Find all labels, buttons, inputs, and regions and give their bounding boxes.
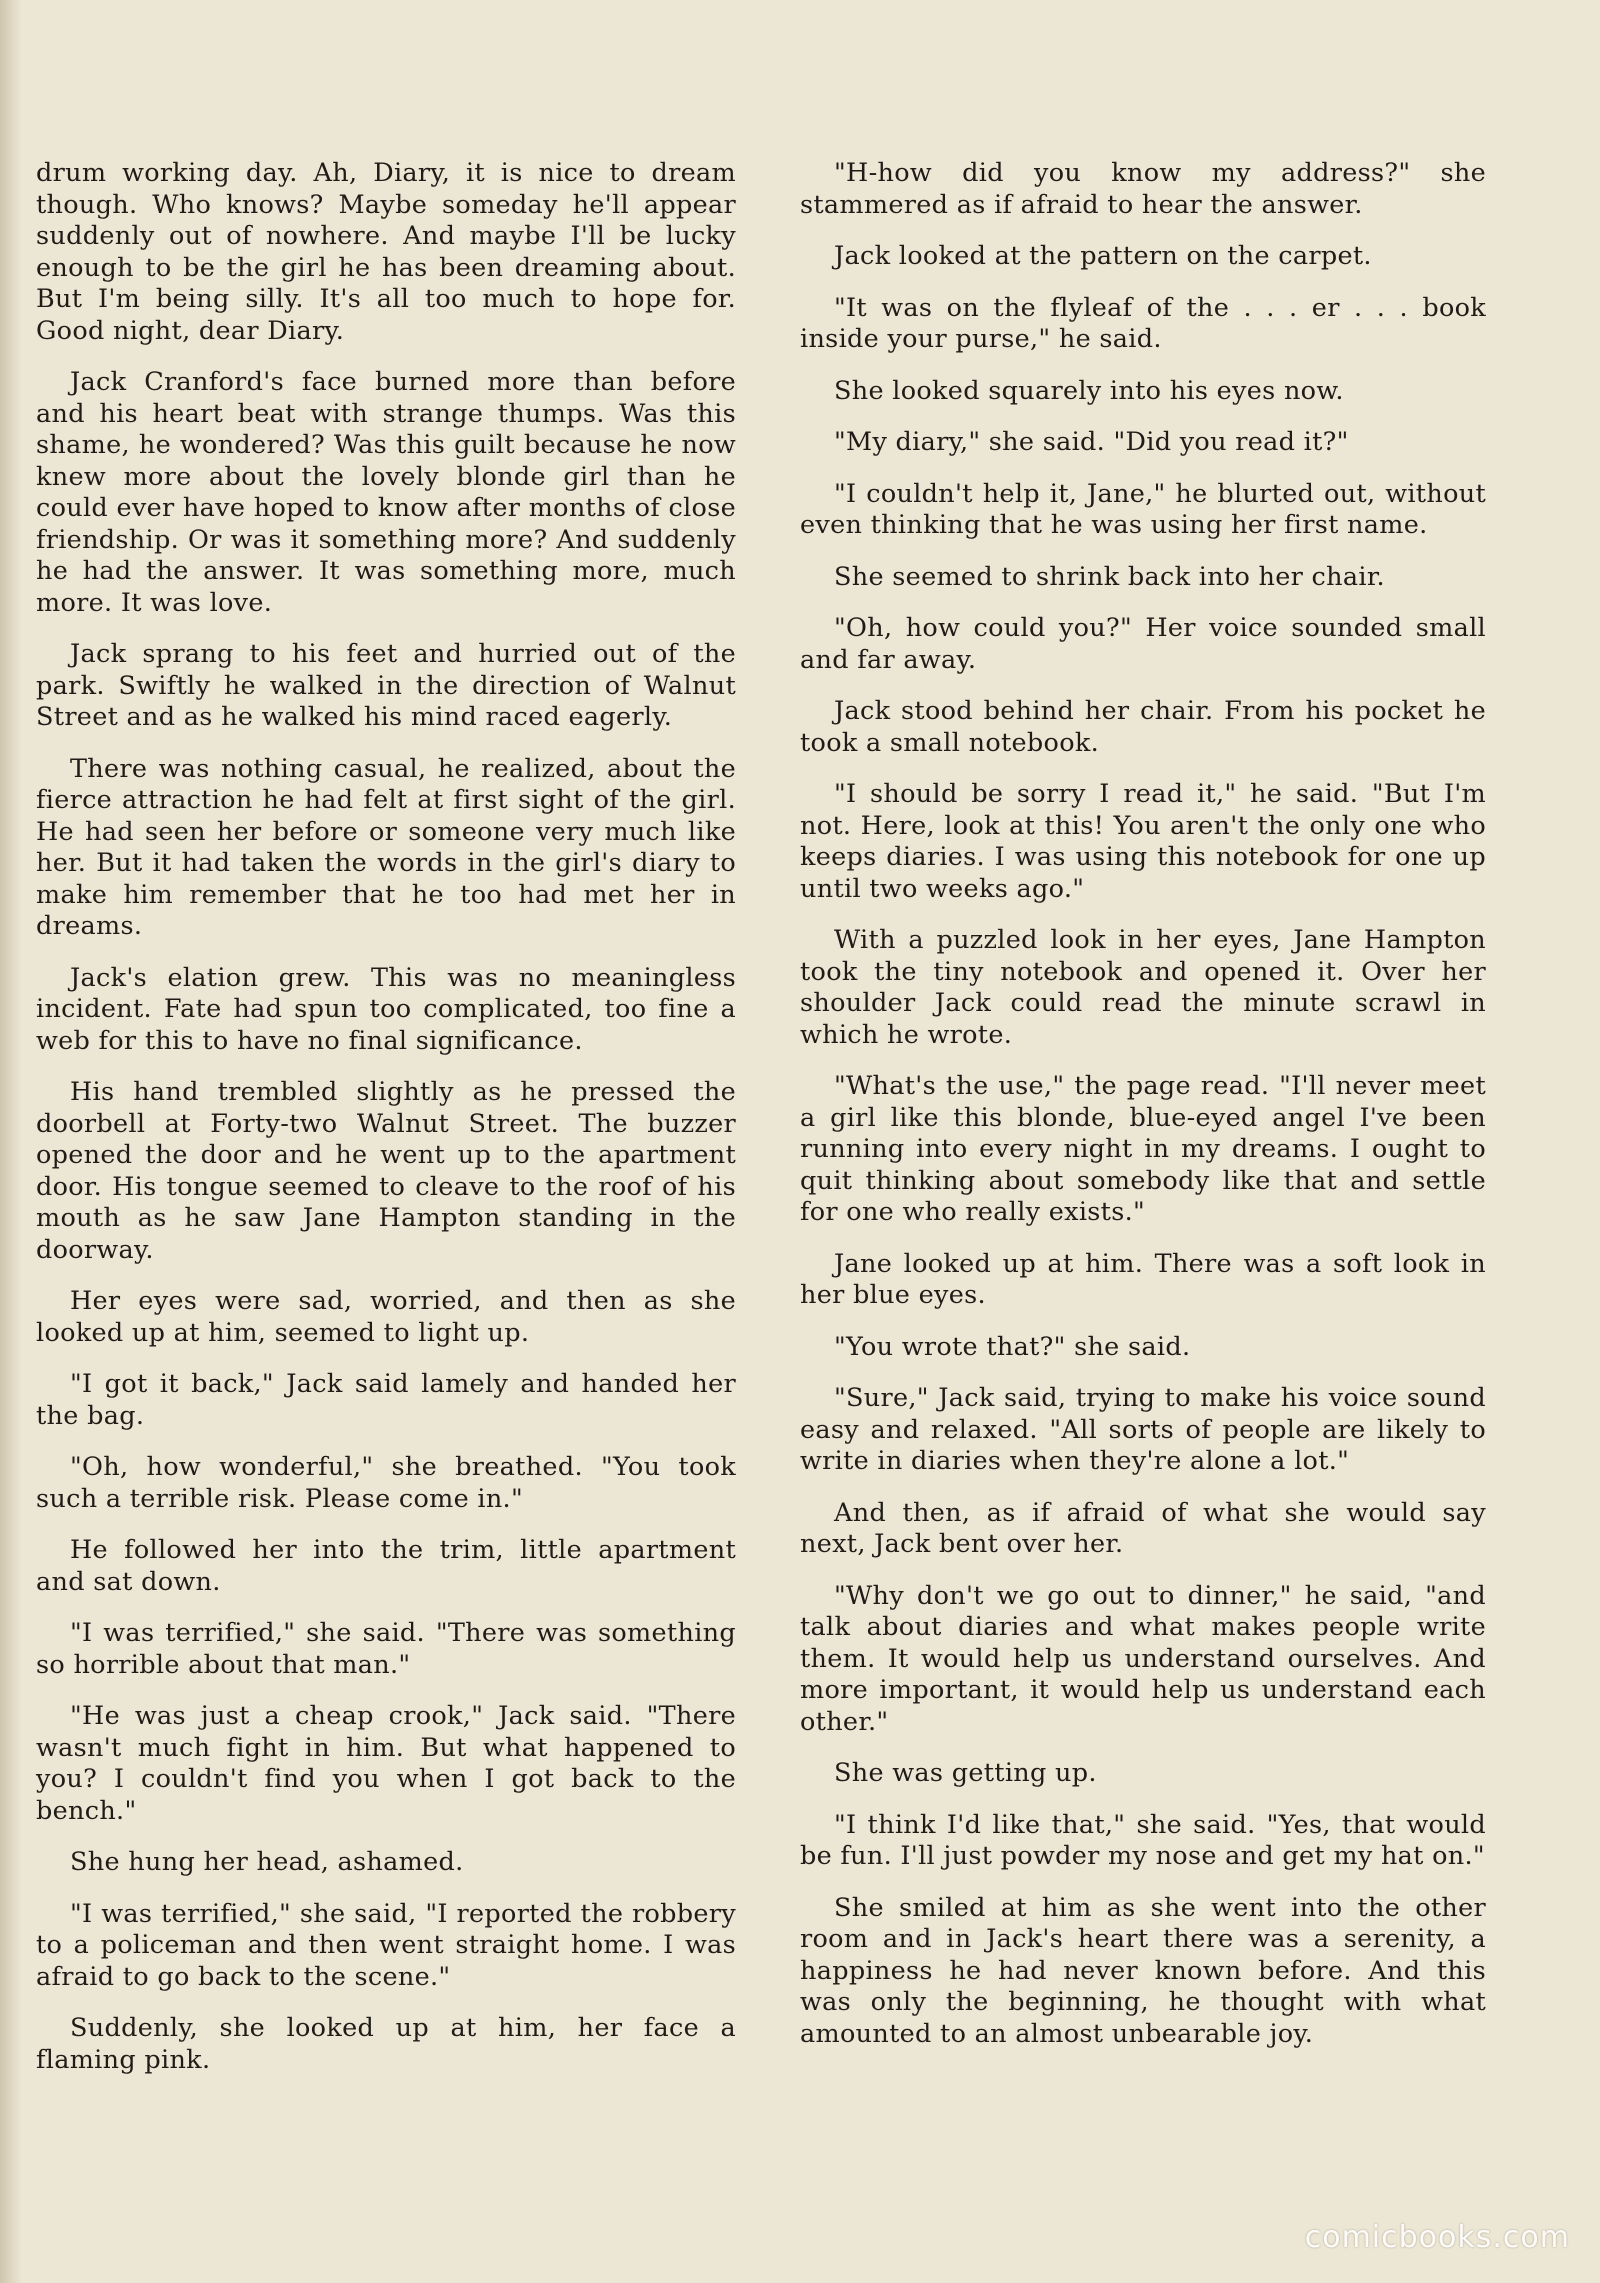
paragraph: Suddenly, she looked up at him, her face a flaming pink. (36, 2013, 736, 2075)
paragraph: Jack's elation grew. This was no meaningless incident. Fate had spun too complicated, too fine a web for this to have no final significance. (36, 962, 736, 1056)
paragraph: Jack looked at the pattern on the carpet. (834, 241, 1372, 271)
paragraph: "H-how did you know my address?" she stammered as if afraid to hear the answer. (800, 158, 1486, 220)
paragraph: Jack Cranford's face burned more than before and his heart beat with strange thumps. Was this shame, he wondered? Was this guilt because he now knew more about the lovely blonde girl than he could ever have hoped to know after months of close friendship. Or was it something more? And suddenly he had the answer. It was something more, much more. It was love. (36, 367, 736, 618)
paragraph: Jane looked up at him. There was a soft look in her blue eyes. (800, 1248, 1486, 1310)
paragraph: She hung her head, ashamed. (70, 1847, 464, 1877)
text-column-right (800, 158, 1486, 2070)
paragraph: "I think I'd like that," she said. "Yes, that would be fun. I'll just powder my nose and get my hat on." (800, 1809, 1486, 1871)
paragraph: drum working day. Ah, Diary, it is nice to dream though. Who knows? Maybe someday he'll appear suddenly out of nowhere. And maybe I'll be lucky enough to be the girl he has been dreaming about. But I'm being silly. It's all too much to hope for. Good night, dear Diary. (36, 158, 736, 346)
paragraph: "What's the use," the page read. "I'll never meet a girl like this blonde, blue-eyed angel I've been running into every night in my dreams. I ought to quit thinking about somebody like that and settle for one who really exists." (800, 1071, 1486, 1227)
paragraph: "I was terrified," she said, "I reported the robbery to a policeman and then went straight home. I was afraid to go back to the scene." (36, 1898, 736, 1992)
paragraph: "Oh, how wonderful," she breathed. "You took such a terrible risk. Please come in." (36, 1452, 736, 1514)
source-watermark: comicbooks.com (1304, 2220, 1570, 2255)
paragraph: "You wrote that?" she said. (834, 1331, 1191, 1362)
paragraph: Jack sprang to his feet and hurried out of the park. Swiftly he walked in the direction of Walnut Street and as he walked his mind raced eagerly. (36, 639, 736, 732)
paragraph: "It was on the flyleaf of the . . . er . . . book inside your purse," he said. (800, 292, 1486, 354)
text-column-left (36, 158, 736, 2096)
paragraph: "Why don't we go out to dinner," he said, "and talk about diaries and what makes people write them. It would help us understand ourselves. And more important, it would help us understand each other." (800, 1580, 1486, 1737)
paragraph: "My diary," she said. "Did you read it?" (834, 427, 1349, 457)
paragraph: And then, as if afraid of what she would say next, Jack bent over her. (800, 1497, 1486, 1559)
paragraph: "He was just a cheap crook," Jack said. "There wasn't much fight in him. But what happened to you? I couldn't find you when I got back to the bench." (36, 1701, 736, 1826)
paragraph: She was getting up. (834, 1758, 1097, 1788)
paragraph: "I couldn't help it, Jane," he blurted out, without even thinking that he was using her first name. (800, 478, 1486, 540)
paragraph: There was nothing casual, he realized, about the fierce attraction he had felt at first sight of the girl. He had seen her before or someone very much like her. But it had taken the words in the girl's diary to make him remember that he too had met her in dreams. (36, 753, 736, 941)
paragraph: "I got it back," Jack said lamely and handed her the bag. (36, 1369, 736, 1431)
paragraph: She smiled at him as she went into the other room and in Jack's heart there was a serenity, a happiness he had never known before. And this was only the beginning, he thought with what amounted to an almost unbearable joy. (800, 1892, 1486, 2049)
paragraph: "Oh, how could you?" Her voice sounded small and far away. (800, 613, 1486, 675)
paragraph: She looked squarely into his eyes now. (834, 375, 1344, 406)
paragraph: With a puzzled look in her eyes, Jane Hampton took the tiny notebook and opened it. Over her shoulder Jack could read the minute scrawl in which he wrote. (800, 925, 1486, 1050)
page-spine-shadow (0, 0, 22, 2283)
paragraph: "I was terrified," she said. "There was something so horrible about that man." (36, 1618, 736, 1680)
paragraph: Jack stood behind her chair. From his pocket he took a small notebook. (800, 696, 1486, 758)
paragraph: He followed her into the trim, little apartment and sat down. (36, 1535, 736, 1597)
paragraph: "I should be sorry I read it," he said. "But I'm not. Here, look at this! You aren't the only one who keeps diaries. I was using this notebook for one up until two weeks ago." (800, 779, 1486, 904)
paragraph: She seemed to shrink back into her chair. (834, 561, 1385, 592)
paragraph: Her eyes were sad, worried, and then as she looked up at him, seemed to light up. (36, 1286, 736, 1348)
paragraph: "Sure," Jack said, trying to make his voice sound easy and relaxed. "All sorts of people are likely to write in diaries when they're alone a lot." (800, 1383, 1486, 1476)
paragraph: His hand trembled slightly as he pressed the doorbell at Forty-two Walnut Street. The buzzer opened the door and he went up to the apartment door. His tongue seemed to cleave to the roof of his mouth as he saw Jane Hampton standing in the doorway. (36, 1077, 736, 1265)
